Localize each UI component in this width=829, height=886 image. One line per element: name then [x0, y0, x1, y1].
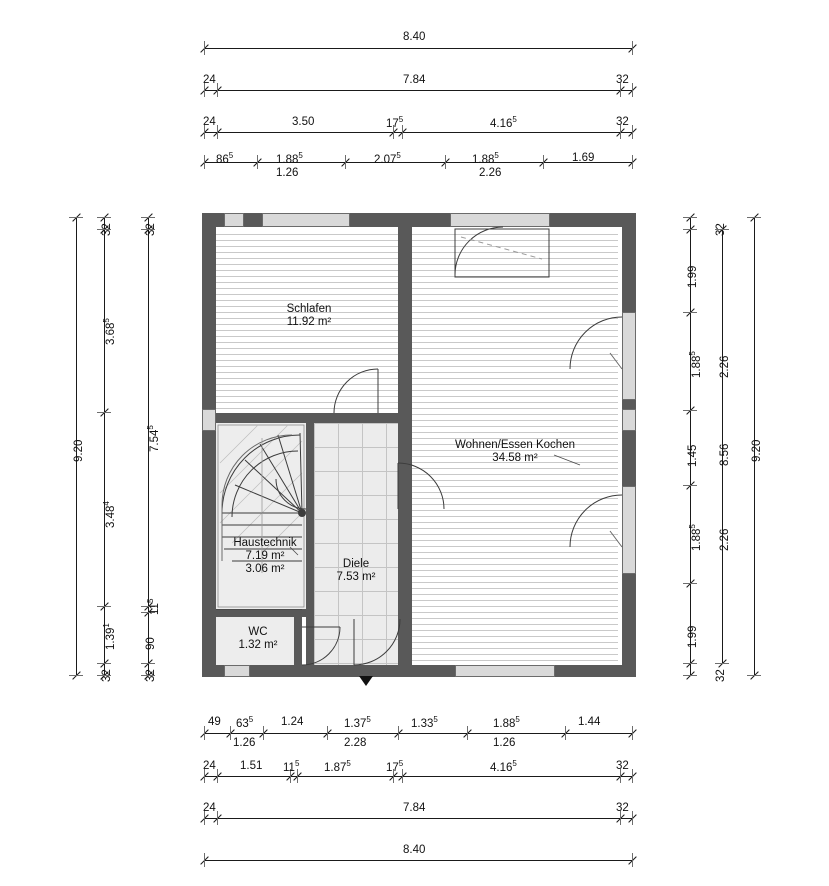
dim-text: $11^5$: [146, 598, 161, 615]
ext-line: [683, 229, 697, 230]
ext-line: [632, 155, 633, 169]
dim-text: 1.39$^1$: [102, 623, 117, 650]
ext-line: [217, 125, 218, 139]
dim-text: 8.40: [403, 844, 426, 856]
dim-text: $17^5$: [386, 115, 404, 130]
ext-line: [97, 217, 111, 218]
dim-text: 3.48$^4$: [102, 501, 117, 528]
ext-line: [715, 663, 729, 664]
ext-line: [398, 726, 399, 740]
ext-line: [632, 41, 633, 55]
dim-text: 7.84: [403, 74, 426, 86]
dim-text: 24: [203, 116, 216, 128]
dim-text: 24: [203, 802, 216, 814]
dim-text: 1.37$^5$: [344, 715, 371, 730]
dim-text: 2.26: [719, 528, 731, 551]
room-label-haustechnik: Haustechnik 7.19 m² 3.06 m²: [233, 537, 297, 575]
ext-line: [217, 769, 218, 783]
dim-text: 1.99: [687, 265, 699, 288]
dim-text: 1.33$^5$: [411, 715, 438, 730]
ext-line: [217, 83, 218, 97]
dim-text: 2.28: [344, 737, 367, 749]
dim-text: 24: [203, 74, 216, 86]
ext-line: [565, 726, 566, 740]
ext-line: [327, 726, 328, 740]
dim-text: 32: [101, 669, 113, 682]
dim-text: 7.54$^5$: [146, 425, 161, 452]
dim-text: 4.16$^5$: [490, 115, 517, 130]
dim-line: [204, 48, 632, 49]
ext-line: [467, 726, 468, 740]
dim-text: 90: [145, 637, 157, 650]
ext-line: [257, 155, 258, 169]
ext-line: [715, 229, 729, 230]
ext-line: [97, 606, 111, 607]
ext-line: [632, 853, 633, 867]
dim-text: $86^5$: [216, 151, 234, 166]
dim-text: 2.26: [479, 167, 502, 179]
dim-text: 1.99: [687, 625, 699, 648]
dim-text: 4.16$^5$: [490, 759, 517, 774]
dim-text: 1.24: [281, 716, 304, 728]
dim-text: 1.87$^5$: [324, 759, 351, 774]
ext-line: [141, 217, 155, 218]
dim-text: 9.20: [751, 439, 763, 462]
ext-line: [683, 217, 697, 218]
dim-text: 3.50: [292, 116, 315, 128]
ext-line: [204, 853, 205, 867]
dim-text: $63^5$: [236, 715, 254, 730]
ext-line: [632, 83, 633, 97]
dim-line: [204, 733, 632, 734]
dim-text: $11^5$: [283, 759, 300, 774]
ext-line: [632, 811, 633, 825]
room-label-wc: WC 1.32 m²: [238, 626, 278, 651]
dim-text: 32: [616, 74, 629, 86]
dim-text: 24: [203, 760, 216, 772]
dim-text: 9.20: [73, 439, 85, 462]
dim-text: 32: [616, 116, 629, 128]
ext-line: [683, 312, 697, 313]
dim-line: [204, 132, 632, 133]
dim-text: 3.68$^5$: [102, 318, 117, 345]
ext-line: [683, 583, 697, 584]
ext-line: [204, 155, 205, 169]
dim-text: 32: [715, 669, 727, 682]
dim-text: 1.44: [578, 716, 601, 728]
ext-line: [683, 410, 697, 411]
dim-text: 2.07$^5$: [374, 151, 401, 166]
dim-text: 1.88$^5$: [688, 351, 703, 378]
ext-line: [632, 769, 633, 783]
ext-line: [747, 217, 761, 218]
dim-line: [204, 818, 632, 819]
dim-text: 7.84: [403, 802, 426, 814]
dim-text: 32: [616, 802, 629, 814]
ext-line: [141, 663, 155, 664]
dim-text: 32: [145, 223, 157, 236]
dim-text: 8.40: [403, 31, 426, 43]
entrance-arrow-icon: [359, 676, 373, 686]
ext-line: [345, 155, 346, 169]
dim-line: [204, 860, 632, 861]
dim-text: 1.26: [276, 167, 299, 179]
dim-line: [204, 162, 632, 163]
dim-text: 32: [145, 669, 157, 682]
ext-line: [683, 675, 697, 676]
ext-line: [632, 726, 633, 740]
ext-line: [543, 155, 544, 169]
ext-line: [632, 125, 633, 139]
room-label-wohnen: Wohnen/Essen Kochen 34.58 m²: [455, 439, 575, 464]
dim-text: 1.88$^5$: [276, 151, 303, 166]
partition-line-wc: [216, 609, 302, 610]
ext-line: [230, 726, 231, 740]
room-label-schlafen: Schlafen 11.92 m²: [286, 303, 332, 328]
ext-line: [217, 811, 218, 825]
dim-text: 32: [616, 760, 629, 772]
floor-plan: [202, 213, 636, 677]
dim-line: [204, 90, 632, 91]
dim-text: 32: [715, 223, 727, 236]
ext-line: [97, 412, 111, 413]
dim-text: 1.88$^5$: [472, 151, 499, 166]
dim-text: 8.56: [719, 443, 731, 466]
ext-line: [204, 726, 205, 740]
dim-text: 1.26: [493, 737, 516, 749]
room-label-diele: Diele 7.53 m²: [336, 558, 376, 583]
dim-text: 1.88$^5$: [493, 715, 520, 730]
dim-text: 1.45: [687, 444, 699, 467]
ext-line: [683, 485, 697, 486]
dim-text: 1.69: [572, 152, 595, 164]
dim-text: 49: [208, 716, 221, 728]
ext-line: [747, 675, 761, 676]
dim-text: 1.88$^5$: [688, 524, 703, 551]
ext-line: [204, 41, 205, 55]
dim-text: 2.26: [719, 355, 731, 378]
ext-line: [69, 675, 83, 676]
dim-text: $17^5$: [386, 759, 404, 774]
ext-line: [445, 155, 446, 169]
dim-text: 1.26: [233, 737, 256, 749]
ext-line: [683, 663, 697, 664]
dim-text: 32: [101, 223, 113, 236]
ext-line: [263, 726, 264, 740]
ext-line: [97, 663, 111, 664]
ext-line: [69, 217, 83, 218]
dim-line: [204, 776, 632, 777]
dim-text: 1.51: [240, 760, 263, 772]
